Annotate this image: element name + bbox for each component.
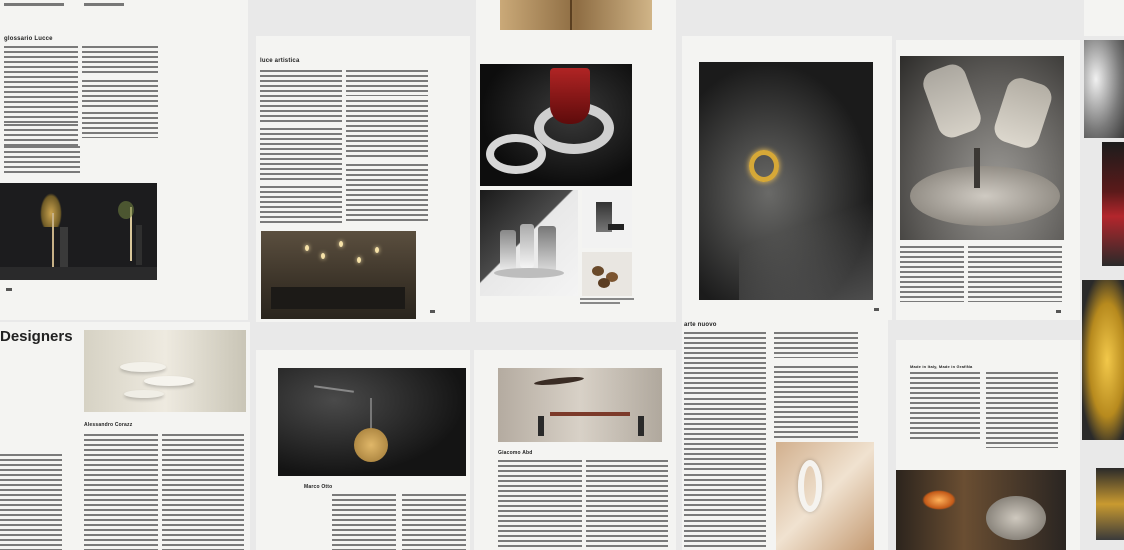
marco-heading: Marco Otto (304, 484, 333, 490)
luce-col-1b (260, 128, 342, 182)
luce-col-2b (346, 100, 428, 158)
arte-col-1c (684, 474, 766, 516)
photo-gold-ring-lamp (699, 62, 873, 300)
arte-col-1b (684, 398, 766, 470)
page-glossario (0, 0, 248, 320)
photo-pottery-wheel (900, 56, 1064, 240)
made-col-2 (986, 372, 1058, 448)
photo-tealight-set (480, 190, 578, 296)
photo-walnuts (582, 252, 632, 296)
photo-oval-ring-lamp (776, 442, 874, 550)
luce-col-2c (346, 164, 428, 222)
page-edge-right-1 (1084, 0, 1124, 36)
pottery-col-2 (968, 246, 1062, 302)
page-number-pottery (1056, 310, 1061, 313)
designers-col-mid (84, 434, 158, 550)
glossario-heading: glossario Lucce (4, 36, 53, 42)
arte-heading: arte nuovo (684, 322, 717, 328)
photo-wall-disc-lamp (278, 368, 466, 476)
photo-edge-right-lamp (1084, 40, 1124, 138)
glossario-col-1 (4, 46, 78, 124)
page-number-luce (430, 310, 435, 313)
photo-edge-right-red (1102, 142, 1124, 266)
made-heading: Made in Italy, Made in GrafiNa (910, 364, 973, 369)
giacomo-col-2 (586, 460, 668, 550)
page-product-photos (476, 0, 676, 322)
alessandro-heading: Alessandro Corazz (84, 422, 133, 428)
designers-heading: Designers (0, 328, 73, 345)
glossario-col-3 (4, 146, 80, 176)
photo-red-glass-candle (480, 64, 632, 186)
page-number-ring (874, 308, 879, 311)
luce-col-1c (260, 186, 342, 226)
photo-edge-right-yellow (1082, 280, 1124, 440)
page-number-glossario (6, 288, 12, 291)
page-ring-lamp (682, 36, 892, 320)
caption-products (580, 298, 634, 300)
photo-pendant-discs (84, 330, 246, 412)
glossario-col-2c (82, 112, 158, 138)
photo-edge-right-bottom (1096, 468, 1124, 540)
luce-col-2a (346, 70, 428, 96)
marco-col-2 (402, 494, 466, 550)
arte-col-1d (684, 520, 766, 550)
page-giacomo (474, 350, 676, 550)
glossario-col-2 (82, 46, 158, 76)
running-header-right (84, 3, 124, 6)
page-designers (0, 322, 250, 550)
photo-workshop-glass (896, 470, 1066, 550)
arte-col-1a (684, 332, 766, 394)
arte-col-2b (774, 366, 858, 438)
caption-products-2 (580, 302, 620, 304)
pottery-col-1 (900, 246, 964, 302)
glossario-col-2b (82, 80, 158, 108)
photo-dining-pendant (498, 368, 662, 442)
page-marco-otto (256, 350, 470, 550)
marco-col-1 (332, 494, 396, 550)
giacomo-heading: Giacomo Abd (498, 450, 533, 456)
photo-top-strip-left (500, 0, 652, 30)
photo-pendants-sideboard (261, 231, 416, 319)
arte-col-2a (774, 332, 858, 358)
page-arte-nuovo (682, 320, 888, 550)
page-luce-artistica (256, 36, 470, 322)
page-pottery (896, 40, 1080, 320)
luce-col-1a (260, 70, 342, 122)
running-header-left (4, 3, 64, 6)
page-made-in-italy (896, 340, 1080, 550)
glossario-col-1b (4, 124, 78, 146)
photo-lamps-plants (0, 183, 157, 280)
designers-col-right (162, 434, 244, 550)
made-col-1 (910, 372, 980, 442)
photo-lamp-detail (582, 190, 632, 248)
luce-heading: luce artistica (260, 58, 300, 64)
designers-col-left (0, 454, 62, 550)
giacomo-col-1 (498, 460, 582, 550)
